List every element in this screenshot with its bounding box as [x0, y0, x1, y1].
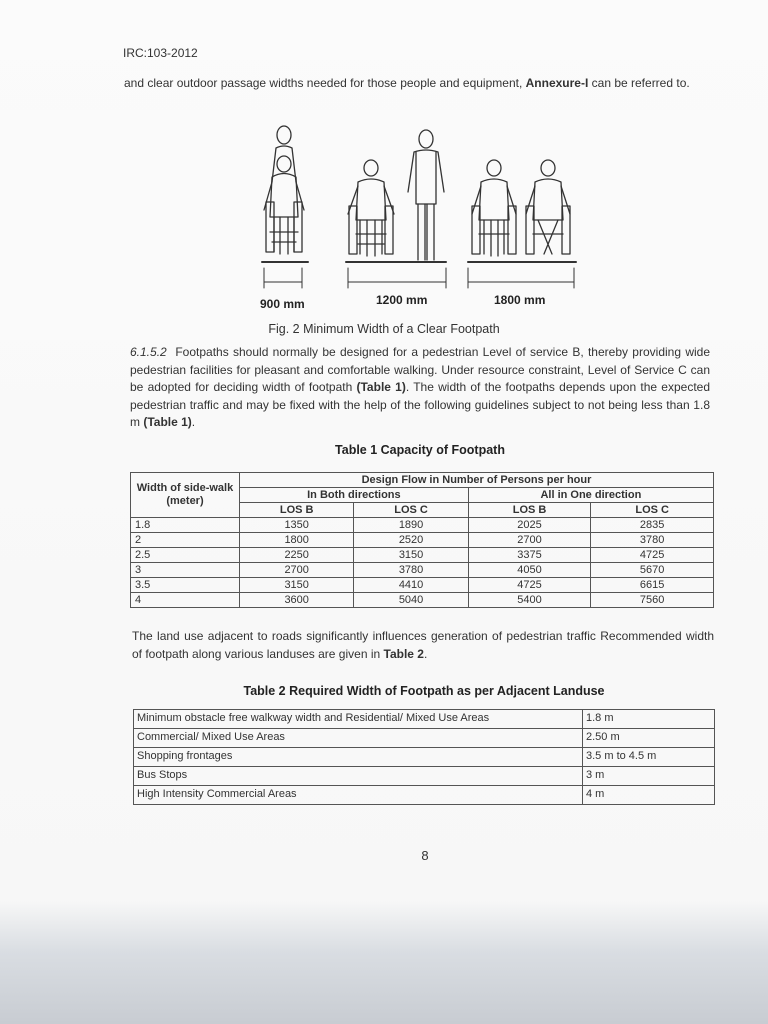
cell-width-value: 3 m: [583, 767, 715, 786]
table-row: [134, 748, 715, 767]
cell-value: 4410: [354, 578, 468, 593]
para2-text-a: The land use adjacent to roads significantly influences generation of pedestrian traffic Recommended width of footpath along various landuses are given in: [132, 629, 714, 661]
figure-group-900: [262, 126, 308, 262]
table-row: [134, 710, 715, 729]
cell-width: 3.5: [131, 578, 240, 593]
table1-reference-a: (Table 1): [356, 380, 406, 394]
table1-reference-b: (Table 1): [143, 415, 192, 429]
cell-width-value: 2.50 m: [583, 729, 715, 748]
cell-value: 2025: [468, 518, 591, 533]
cell-landuse: Shopping frontages: [134, 748, 583, 767]
table-row: [131, 593, 714, 608]
intro-text-after: can be referred to.: [588, 76, 690, 90]
cell-value: 2700: [468, 533, 591, 548]
document-code: IRC:103-2012: [123, 46, 198, 60]
cell-value: 3780: [591, 533, 714, 548]
cell-value: 2835: [591, 518, 714, 533]
cell-value: 6615: [591, 578, 714, 593]
dim-label-1800: 1800 mm: [494, 293, 546, 307]
footpath-landuse-table: [133, 709, 715, 805]
dim-label-900: 900 mm: [260, 297, 305, 311]
table2-title: Table 2 Required Width of Footpath as per Adjacent Landuse: [243, 684, 605, 698]
section-number: 6.1.5.2: [130, 345, 167, 359]
table-row: [131, 518, 714, 533]
cell-value: 3150: [240, 578, 354, 593]
col-header-one-direction: All in One direction: [468, 488, 713, 503]
dimension-lines: [264, 268, 574, 288]
annexure-reference: Annexure-I: [525, 76, 589, 90]
cell-width: 2: [131, 533, 240, 548]
cell-value: 3375: [468, 548, 591, 563]
table2-reference: Table 2: [383, 646, 424, 661]
cell-value: 2520: [354, 533, 468, 548]
cell-width-value: 1.8 m: [583, 710, 715, 729]
cell-value: 3600: [240, 593, 354, 608]
para1-text-b: . The width of the footpaths depends upon the expected pedestrian traffic and may be fixed with the help of the following guidelines subject to not being less than 1.8 m: [130, 380, 710, 429]
cell-value: 7560: [591, 593, 714, 608]
cell-landuse: High Intensity Commercial Areas: [134, 786, 583, 805]
col-header-one-losc: LOS C: [591, 503, 714, 518]
figure-group-1800: [468, 160, 576, 262]
table-row: [134, 767, 715, 786]
cell-value: 5670: [591, 563, 714, 578]
col-header-both-losc: LOS C: [354, 503, 468, 518]
cell-width: 1.8: [131, 518, 240, 533]
figure-caption: Fig. 2 Minimum Width of a Clear Footpath: [268, 322, 500, 336]
cell-value: 5400: [468, 593, 591, 608]
cell-value: 1800: [240, 533, 354, 548]
cell-width: 3: [131, 563, 240, 578]
cell-value: 2700: [240, 563, 354, 578]
table-row: [134, 729, 715, 748]
cell-value: 4725: [591, 548, 714, 563]
para1-text-a: Footpaths should normally be designed for a pedestrian Level of service B, thereby providing wide pedestrian facilities for pleasant and comfortable walking. Under resource constraint, Level of Service C can be adopted for deciding width of footpath: [130, 345, 710, 394]
dim-label-1200: 1200 mm: [376, 293, 428, 307]
para1-text-c: .: [191, 415, 196, 429]
footpath-capacity-table: [130, 472, 714, 608]
cell-landuse: Bus Stops: [134, 767, 583, 786]
cell-value: 4050: [468, 563, 591, 578]
table-row: [131, 578, 714, 593]
cell-landuse: Minimum obstacle free walkway width and Residential/ Mixed Use Areas: [134, 710, 583, 729]
figure-group-1200: [346, 130, 446, 262]
cell-width-value: 4 m: [583, 786, 715, 805]
section-paragraph-6-1-5-2: [130, 344, 710, 432]
cell-value: 4725: [468, 578, 591, 593]
table-row: [134, 786, 715, 805]
cell-value: 1350: [240, 518, 354, 533]
col-header-both-directions: In Both directions: [240, 488, 469, 503]
cell-width: 4: [131, 593, 240, 608]
cell-width: 2.5: [131, 548, 240, 563]
cell-value: 5040: [354, 593, 468, 608]
footpath-width-figure: [250, 122, 590, 317]
intro-text-before: and clear outdoor passage widths needed for those people and equipment,: [124, 76, 526, 90]
table-row: [131, 563, 714, 578]
cell-landuse: Commercial/ Mixed Use Areas: [134, 729, 583, 748]
landuse-paragraph: [132, 628, 714, 663]
intro-paragraph: [124, 74, 710, 92]
cell-value: 2250: [240, 548, 354, 563]
col-header-width: Width of side-walk (meter): [131, 473, 240, 518]
table1-title: Table 1 Capacity of Footpath: [335, 443, 505, 457]
cell-value: 1890: [354, 518, 468, 533]
table-row: [131, 533, 714, 548]
para2-text-b: .: [423, 646, 428, 661]
page-number: 8: [421, 848, 429, 863]
cell-width-value: 3.5 m to 4.5 m: [583, 748, 715, 767]
cell-value: 3780: [354, 563, 468, 578]
col-header-both-losb: LOS B: [240, 503, 354, 518]
col-header-one-losb: LOS B: [468, 503, 591, 518]
table-row: [131, 548, 714, 563]
cell-value: 3150: [354, 548, 468, 563]
wheelchair-illustration: [250, 122, 590, 317]
col-header-design-flow: Design Flow in Number of Persons per hour: [240, 473, 714, 488]
